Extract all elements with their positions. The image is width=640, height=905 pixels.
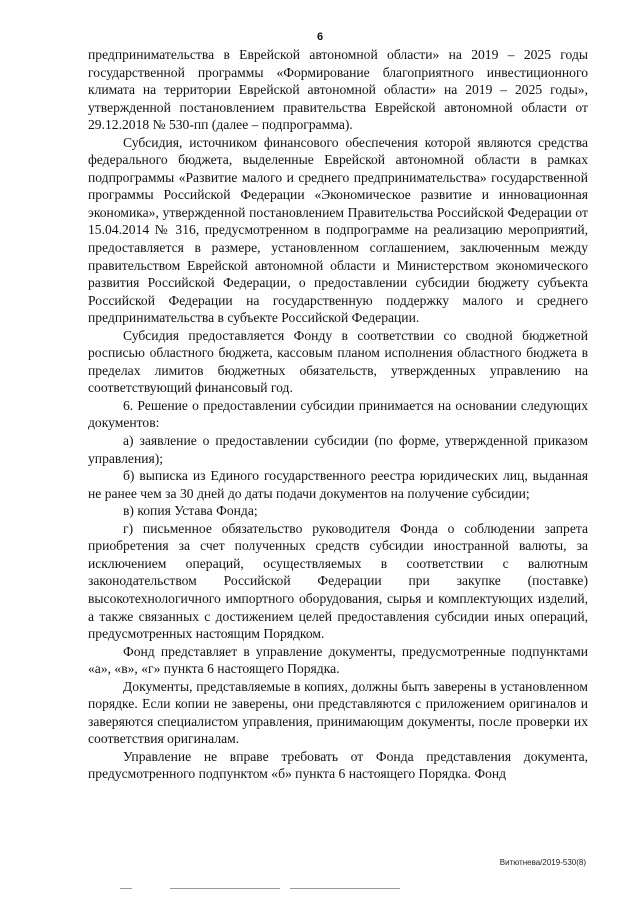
paragraph-item-6: 6. Решение о предоставлении субсидии принимается на основании следующих документов: — [88, 397, 588, 431]
document-body — [88, 46, 588, 783]
list-item-v: в) копия Устава Фонда; — [123, 503, 258, 519]
paragraph-copies: Документы, представляемые в копиях, должны быть заверены в установленном порядке. Если копии не заверены, они представляются с приложением оригиналов и заверяются специалистом управления, принимающим документы, после проверки их соответствия оригиналам. — [88, 678, 588, 747]
list-item-b: б) выписка из Единого государственного реестра юридических лиц, выданная не ранее чем за 30 дней до даты подачи документов на получение субсидии; — [88, 468, 588, 501]
list-item-g: г) письменное обязательство руководителя Фонда о соблюдении запрета приобретения за счет полученных средств субсидии иностранной валюты, за исключением операций, осуществляемых в соответствии с валютным законодательством Российской Федерации при закупке (поставке) высокотехнологичного импортного оборудования, сырья и комплектующих изделий, а также связанных с достижением целей предоставления субсидии иных операций, предусмотренных настоящим Порядком. — [88, 520, 588, 642]
paragraph-subsidy-provision: Субсидия предоставляется Фонду в соответствии со сводной бюджетной росписью областного бюджета, кассовым планом исполнения областного бюджета в пределах лимитов бюджетных обязательств, утвержденных управлению на соответствующий финансовый год. — [88, 327, 588, 396]
scan-artifact-line — [170, 888, 280, 889]
paragraph-fund-submits: Фонд представляет в управление документы, предусмотренные подпунктами «а», «в», «г» пункта 6 настоящего Порядка. — [88, 643, 588, 677]
list-item-a: а) заявление о предоставлении субсидии (по форме, утвержденной приказом управления); — [88, 433, 588, 466]
paragraph-department-restriction: Управление не вправе требовать от Фонда представления документа, предусмотренного подпунктом «б» пункта 6 настоящего Порядка. Фонд — [88, 748, 588, 782]
scan-artifact-line — [290, 888, 400, 889]
footer-document-code: Витютнева/2019-530(8) — [499, 858, 586, 867]
paragraph-subprogram-reference: предпринимательства в Еврейской автономной области» на 2019 – 2025 годы государственной программы «Формирование благоприятного инвестиционного климата на территории Еврейской автономной области» на 2019 – 2025 годы», утвержденной постановлением правительства Еврейской автономной области от 29.12.2018 № 530-пп (далее – подпрограмма). — [88, 47, 588, 133]
page-number: 6 — [316, 31, 324, 43]
scan-artifact-line — [120, 888, 132, 889]
paragraph-subsidy-source: Субсидия, источником финансового обеспечения которой являются средства федерального бюджета, выделенные Еврейской автономной области в рамках подпрограммы «Развитие малого и среднего предпринимательства» государственной программы Российской Федерации «Экономическое развитие и инновационная экономика», утвержденной постановлением Правительства Российской Федерации от 15.04.2014 № 316, предусмотренном в подпрограмме на реализацию мероприятий, предоставляется в размере, установленном соглашением, заключенным между правительством Еврейской автономной области и Министерством экономического развития Российской Федерации, о предоставлении субсидии бюджету субъекта Российской Федерации на государственную поддержку малого и среднего предпринимательства в субъекте Российской Федерации. — [88, 134, 588, 326]
